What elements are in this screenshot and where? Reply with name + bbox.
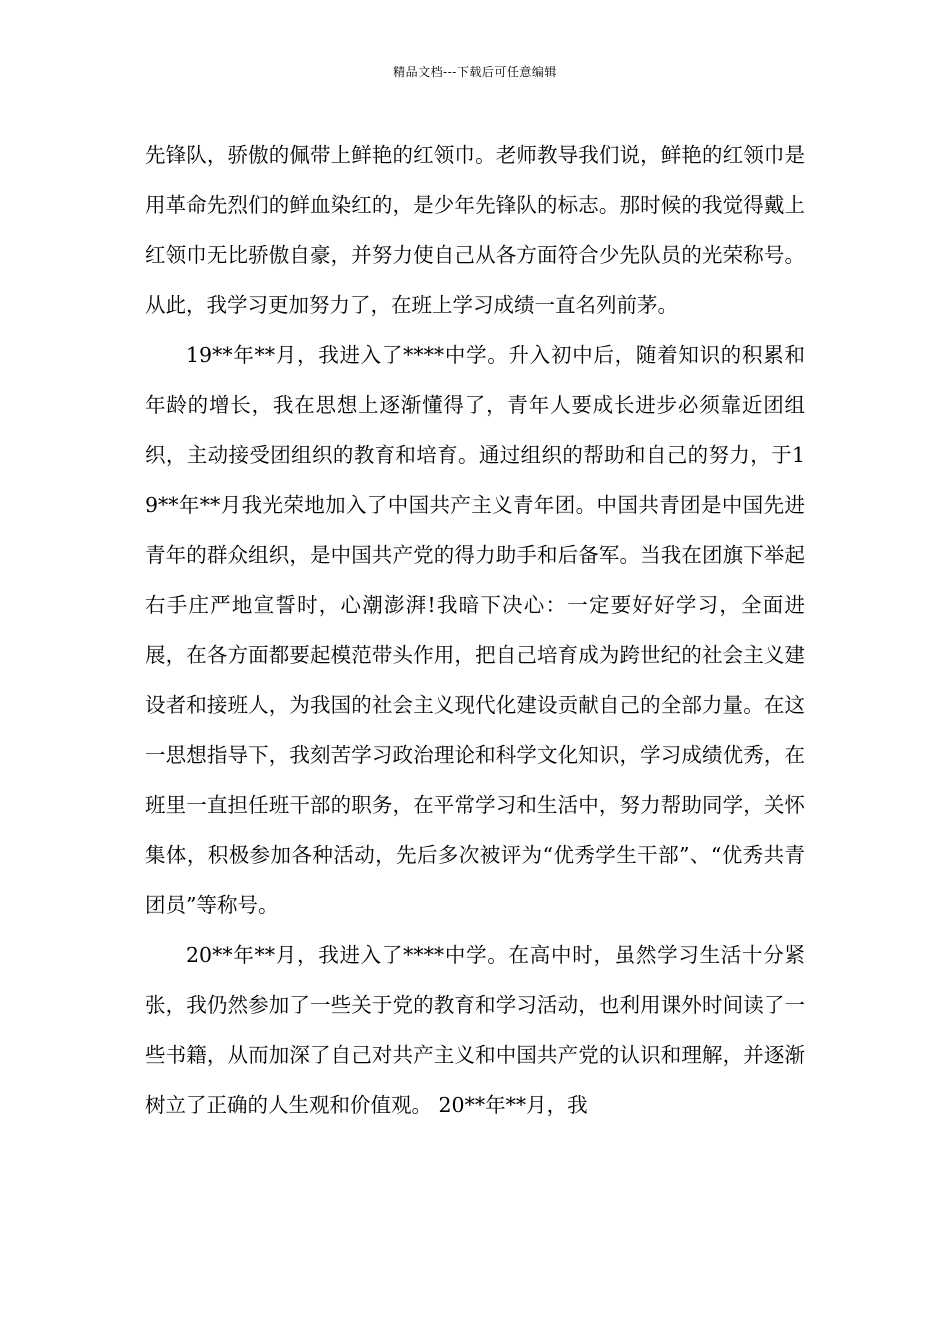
text-line: 直名列前茅。 <box>555 293 678 317</box>
text-line: 己的努力，于19**年**月我光荣地加入了中国共产主义青年团。中 <box>145 443 806 517</box>
text-line: 累和年龄的增长，我在思想上逐渐懂得了，青年人要成长进步必须 <box>145 343 805 417</box>
text-line: 先锋队，骄傲的佩带上鲜艳的红领巾。老师教导我们说，鲜艳的红 <box>145 143 744 167</box>
text-line: 领巾是用革命先烈们的鲜血染红的，是少年先锋队的标志。那时候 <box>145 143 806 217</box>
text-line: 团员”等称号。 <box>145 893 279 917</box>
text-line: 后备军。当我在团旗下举起右手庄严地宣誓时，心潮澎湃!我暗下决 <box>145 543 806 617</box>
text-line: 极参加各种活动，先后多次被评为“优秀学生干部”、“优秀共青 <box>228 843 805 867</box>
text-line: 国共青团是中国先进青年的群众组织，是中国共产党的得力助手和 <box>145 493 806 567</box>
paragraph-3 <box>145 930 805 1130</box>
text-line: 20**年**月，我进入了****中学。在高中时，虽然学习生活十 <box>186 943 764 967</box>
text-line: 心：一定要好好学习，全面进展，在各方面都要起模范带头作用， <box>145 593 805 667</box>
text-line: 时间读了一些书籍，从而加深了自己对共产主义和中国共产党的认 <box>145 993 806 1067</box>
text-line: 的我觉得戴上红领巾无比骄傲自豪，并努力使自己从各方面符合少 <box>145 193 806 267</box>
text-line: 先队员的光荣称号。从此，我学习更加努力了，在班上学习成绩一 <box>145 243 806 317</box>
text-line: 识和理解，并逐渐树立了正确的人生观和价值观。 20**年**月，我 <box>145 1043 806 1117</box>
text-line: 19**年**月，我进入了****中学。升入初中后，随着知识的积 <box>186 343 764 367</box>
document-body <box>145 130 805 1130</box>
text-line: 把自己培育成为跨世纪的社会主义建设者和接班人，为我国的社会 <box>145 643 806 717</box>
text-line: 靠近团组织，主动接受团组织的教育和培育。通过组织的帮助和自 <box>145 393 806 467</box>
paragraph-1 <box>145 130 805 330</box>
page-header: 精品文档---下载后可任意编辑 <box>393 65 557 79</box>
text-line: 学习政治理论和科学文化知识，学习成绩优秀，在班里一直担任班 <box>145 743 806 817</box>
paragraph-2 <box>145 330 805 930</box>
text-line: 分紧张，我仍然参加了一些关于党的教育和学习活动，也利用课外 <box>145 943 805 1017</box>
text-line: 干部的职务，在平常学习和生活中，努力帮助同学，关怀集体，积 <box>145 793 806 867</box>
text-line: 主义现代化建设贡献自己的全部力量。在这一思想指导下，我刻苦 <box>145 693 806 767</box>
